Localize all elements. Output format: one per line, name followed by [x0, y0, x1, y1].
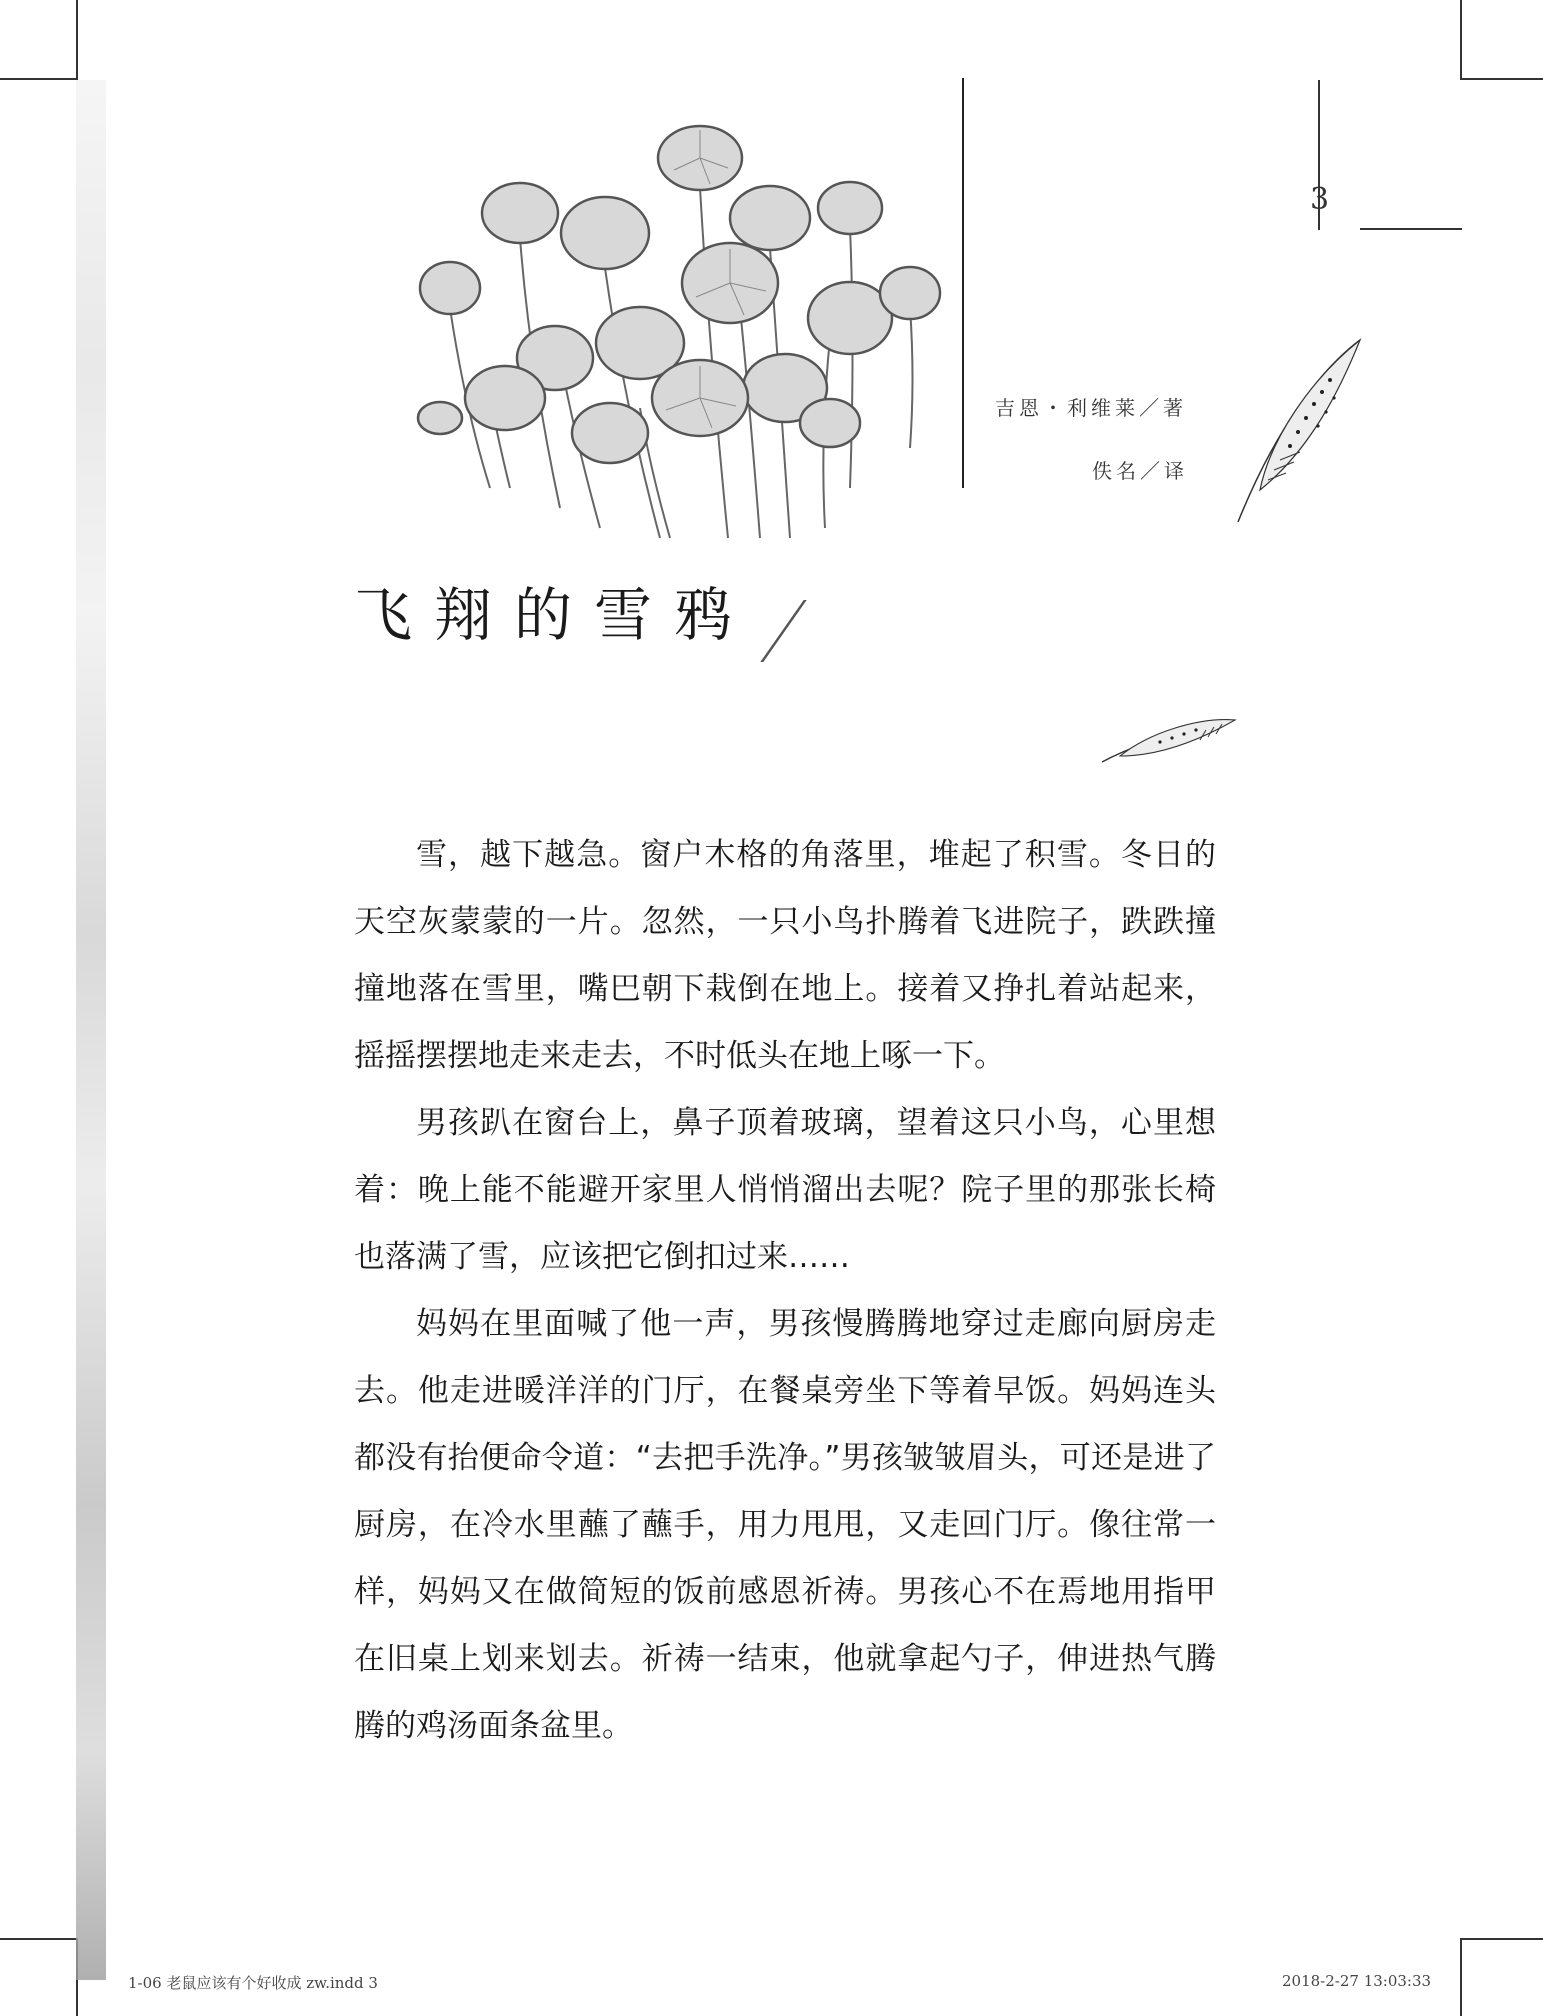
- title-slash-decoration: [760, 600, 806, 662]
- footer-file-name: 1-06 老鼠应该有个好收成 zw.indd 3: [128, 1974, 378, 1992]
- page-number: 3: [1310, 182, 1330, 217]
- crop-mark-tl-h: [0, 78, 78, 80]
- feather-icon: [1230, 330, 1370, 530]
- page-number-frame-horizontal: [1360, 228, 1462, 230]
- crop-mark-br-h: [1460, 1938, 1543, 1940]
- paragraph: 妈妈在里面喊了他一声，男孩慢腾腾地穿过走廊向厨房走去。他走进暖洋洋的门厅，在餐桌旁坐下等着早饭。妈妈连头都没有抬便命令道：“去把手洗净。”男孩皱皱眉头，可还是进了厨房，在冷水里蘸了蘸手，用力甩甩，又走回门厅。像往常一样，妈妈又在做简短的饭前感恩祈祷。男孩心不在焉地用指甲在旧桌上划来划去。祈祷一结束，他就拿起勺子，伸进热气腾腾的鸡汤面条盆里。: [354, 1306, 1216, 1744]
- crop-mark-bl-h: [0, 1938, 78, 1940]
- paragraph: 雪，越下越急。窗户木格的角落里，堆起了积雪。冬日的天空灰蒙蒙的一片。忽然，一只小鸟扑腾着飞进院子，跌跌撞撞地落在雪里，嘴巴朝下栽倒在地上。接着又挣扎着站起来，摇摇摆摆地走来走去，不时低头在地上啄一下。: [354, 837, 1216, 1074]
- crop-mark-tl-v: [76, 0, 78, 78]
- crop-mark-tr-v: [1460, 0, 1462, 78]
- page-title: 飞翔的雪鸦: [354, 581, 755, 649]
- crop-mark-tr-h: [1460, 78, 1543, 80]
- flower-illustration: [410, 108, 950, 548]
- small-feather-icon: [1100, 712, 1240, 768]
- paragraph: 男孩趴在窗台上，鼻子顶着玻璃，望着这只小鸟，心里想着：晚上能不能避开家里人悄悄溜出去呢？院子里的那张长椅也落满了雪，应该把它倒扣过来……: [354, 1105, 1216, 1275]
- footer-timestamp: 2018-2-27 13:03:33: [1282, 1972, 1432, 1990]
- translator-line: 佚名／译: [1092, 459, 1188, 483]
- header-divider-line: [962, 78, 964, 488]
- crop-mark-br-v: [1460, 1938, 1462, 2016]
- article-body: [354, 822, 1216, 1760]
- author-line: 吉恩・利维莱／著: [995, 396, 1187, 420]
- decorative-left-strip: [76, 80, 106, 1980]
